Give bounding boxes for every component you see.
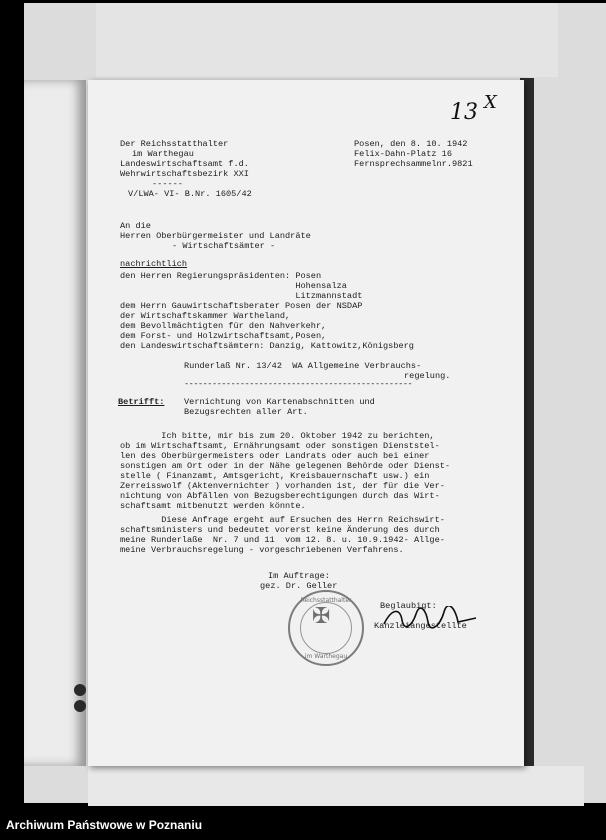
official-stamp <box>288 590 364 666</box>
eagle-emblem-icon: ✠ <box>312 604 331 629</box>
archive-footer <box>0 812 606 840</box>
handwritten-mark: X <box>484 92 497 113</box>
body-line: Zerreisswolf (Aktenvernichter ) vorhanden ist, der für die Ver- <box>120 481 445 491</box>
copies-line: Hohensalza <box>120 281 347 291</box>
reference-number: V/LWA- VI- B.Nr. 1605/42 <box>128 189 252 199</box>
stamp-bottom-text: im Warthegau <box>304 653 348 660</box>
address-line: Herren Oberbürgermeister und Landräte <box>120 231 311 241</box>
top-page-strip <box>96 3 558 77</box>
subject-line: Vernichtung von Kartenabschnitten und <box>184 397 375 407</box>
bottom-page-strip <box>88 766 584 806</box>
copies-line: der Wirtschaftskammer Wartheland, <box>120 311 291 321</box>
archive-name: Archiwum Państwowe w Poznaniu <box>6 818 203 832</box>
copies-line: dem Bevollmächtigten für den Nahverkehr, <box>120 321 327 331</box>
copies-line: dem Forst- und Holzwirtschaftsamt,Posen, <box>120 331 327 341</box>
signature-name: gez. Dr. Geller <box>260 581 338 591</box>
sender-line: Wehrwirtschaftsbezirk XXI <box>120 169 249 179</box>
body-line: Diese Anfrage ergeht auf Ersuchen des Herrn Reichswirt- <box>120 515 445 525</box>
sender-line: Der Reichsstatthalter <box>120 139 229 149</box>
address-line: An die <box>120 221 151 231</box>
body-line: ob im Wirtschaftsamt, Ernährungsamt oder sonstigen Dienststel- <box>120 441 440 451</box>
copies-line: den Landeswirtschaftsämtern: Danzig, Kattowitz,Königsberg <box>120 341 414 351</box>
copies-line: dem Herrn Gauwirtschaftsberater Posen der NSDAP <box>120 301 363 311</box>
address-line: - Wirtschaftsämter - <box>172 241 276 251</box>
body-line: meine Verbrauchsregelung - vorgeschriebenen Verfahrens. <box>120 545 404 555</box>
handwritten-folio: 13 <box>450 100 478 125</box>
signature-auftrag: Im Auftrage: <box>268 571 330 581</box>
copies-line: den Herren Regierungspräsidenten: Posen <box>120 271 322 281</box>
body-line: stelle ( Finanzamt, Amtsgericht, Kreisbauernschaft usw.) ein <box>120 471 430 481</box>
clerk-label: Kanzleiangestellte <box>374 621 467 631</box>
binder-spine <box>24 80 86 766</box>
body-line: len des Oberbürgermeisters oder Landrats oder auch bei einer <box>120 451 430 461</box>
subject-label: Betrifft: <box>118 397 165 407</box>
body-line: sonstigen am Ort oder in der Nähe gelegenen Behörde oder Dienst- <box>120 461 451 471</box>
circular-title: Runderlaß Nr. 13/42 WA Allgemeine Verbrauchs- <box>184 361 422 371</box>
body-line: nichtung von Abfällen von Bezugsberechtigungen durch das Wirt- <box>120 491 440 501</box>
street-address: Felix-Dahn-Platz 16 <box>354 149 452 159</box>
punch-hole <box>74 700 86 712</box>
handwritten-signature <box>382 606 478 630</box>
document-page <box>88 80 524 766</box>
subject-line: Bezugsrechten aller Art. <box>184 407 308 417</box>
place-date: Posen, den 8. 10. 1942 <box>354 139 468 149</box>
circular-rule: ------------------------------------------------- <box>184 379 413 389</box>
body-line: schaftsamt mitbenutzt werden könnte. <box>120 501 306 511</box>
sender-line: im Warthegau <box>132 149 194 159</box>
circular-title-cont: regelung. <box>404 371 451 381</box>
certified-label: Beglaubigt: <box>380 601 437 611</box>
sender-dashes: ------ <box>152 179 183 189</box>
body-line: meine Runderlaße Nr. 7 und 11 vom 12. 8. u. 10.9.1942- Allge- <box>120 535 445 545</box>
body-line: Ich bitte, mir bis zum 20. Oktober 1942 zu berichten, <box>120 431 435 441</box>
sender-line: Landeswirtschaftsamt f.d. <box>120 159 249 169</box>
copies-heading: nachrichtlich <box>120 259 188 269</box>
stamp-top-text: Reichsstatthalter <box>300 597 352 604</box>
phone-number: Fernsprechsammelnr.9821 <box>354 159 473 169</box>
copies-line: Litzmannstadt <box>120 291 363 301</box>
signature-scribble-icon <box>382 606 478 630</box>
punch-hole <box>74 684 86 696</box>
body-line: schaftsministers und bedeutet vorerst keine Änderung des durch <box>120 525 440 535</box>
